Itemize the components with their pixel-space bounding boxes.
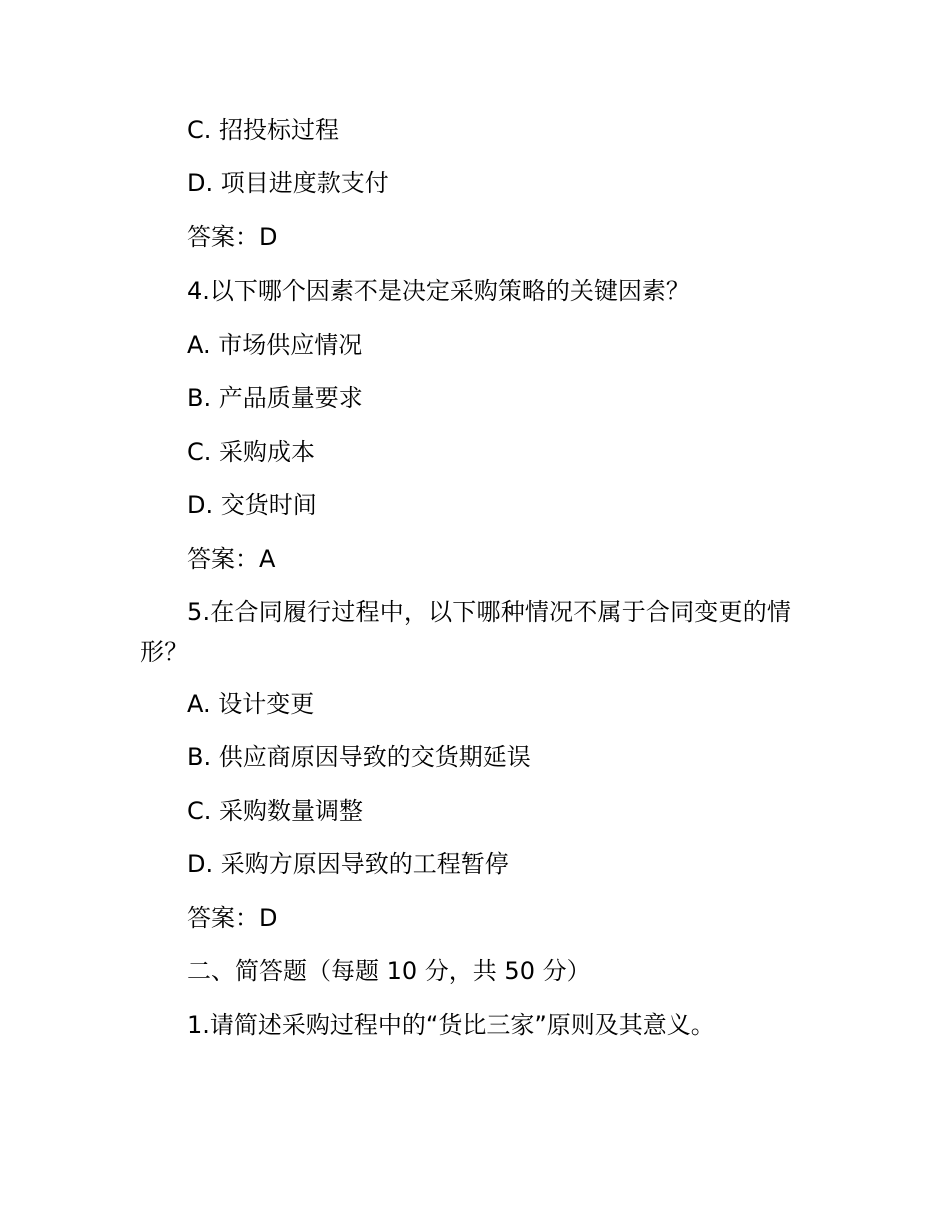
option-a-q5: A. 设计变更 bbox=[187, 690, 315, 718]
short-answer-question-1: 1.请简述采购过程中的“货比三家”原则及其意义。 bbox=[187, 1011, 715, 1039]
option-d-q3: D. 项目进度款支付 bbox=[187, 169, 389, 197]
option-c-q4: C. 采购成本 bbox=[187, 438, 316, 466]
option-c-q3: C. 招投标过程 bbox=[187, 116, 340, 144]
option-c-q5: C. 采购数量调整 bbox=[187, 797, 364, 825]
option-b-q5: B. 供应商原因导致的交货期延误 bbox=[187, 743, 531, 771]
question-5: 5.在合同履行过程中，以下哪种情况不属于合同变更的情形？ bbox=[140, 598, 792, 666]
answer-q4: 答案：A bbox=[187, 545, 276, 573]
option-d-q5: D. 采购方原因导致的工程暂停 bbox=[187, 850, 509, 878]
question-4: 4.以下哪个因素不是决定采购策略的关键因素？ bbox=[187, 277, 690, 305]
answer-q5: 答案：D bbox=[187, 904, 278, 932]
answer-q3: 答案：D bbox=[187, 223, 278, 251]
option-a-q4: A. 市场供应情况 bbox=[187, 331, 363, 359]
option-b-q4: B. 产品质量要求 bbox=[187, 384, 363, 412]
section-heading-short-answer: 二、简答题（每题 10 分，共 50 分） bbox=[187, 957, 591, 985]
option-d-q4: D. 交货时间 bbox=[187, 491, 317, 519]
